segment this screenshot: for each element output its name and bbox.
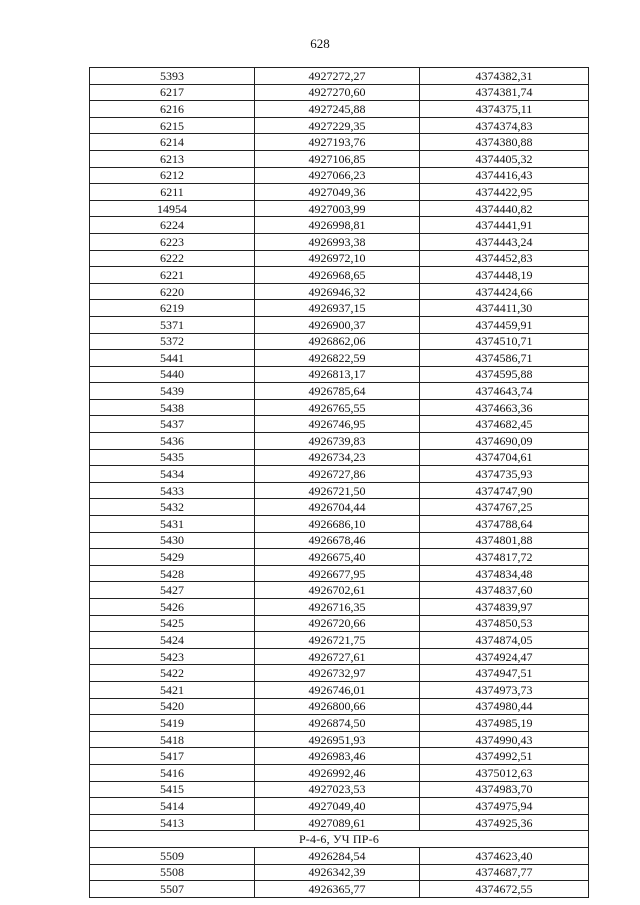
x-coordinate-cell: 4926874,50 xyxy=(255,715,420,732)
table-row xyxy=(90,565,589,582)
table-row xyxy=(90,233,589,250)
table-row xyxy=(90,267,589,284)
x-coordinate-cell: 4927066,23 xyxy=(255,167,420,184)
x-coordinate-cell: 4926675,40 xyxy=(255,549,420,566)
table-row xyxy=(90,68,589,85)
point-number-cell: 5439 xyxy=(90,383,255,400)
table-row xyxy=(90,217,589,234)
table-row xyxy=(90,881,589,898)
table-row xyxy=(90,814,589,831)
table-row xyxy=(90,134,589,151)
y-coordinate-cell: 4374440,82 xyxy=(420,200,589,217)
table-row xyxy=(90,715,589,732)
table-row xyxy=(90,582,589,599)
table-row xyxy=(90,648,589,665)
x-coordinate-cell: 4926972,10 xyxy=(255,250,420,267)
table-row xyxy=(90,499,589,516)
y-coordinate-cell: 4374767,25 xyxy=(420,499,589,516)
y-coordinate-cell: 4374441,91 xyxy=(420,217,589,234)
point-number-cell: 5509 xyxy=(90,847,255,864)
point-number-cell: 5414 xyxy=(90,798,255,815)
point-number-cell: 6222 xyxy=(90,250,255,267)
y-coordinate-cell: 4374924,47 xyxy=(420,648,589,665)
table-row xyxy=(90,665,589,682)
point-number-cell: 5435 xyxy=(90,449,255,466)
point-number-cell: 5371 xyxy=(90,316,255,333)
y-coordinate-cell: 4374448,19 xyxy=(420,267,589,284)
x-coordinate-cell: 4926721,75 xyxy=(255,632,420,649)
table-row xyxy=(90,449,589,466)
x-coordinate-cell: 4926716,35 xyxy=(255,599,420,616)
x-coordinate-cell: 4926365,77 xyxy=(255,881,420,898)
point-number-cell: 5422 xyxy=(90,665,255,682)
point-number-cell: 6213 xyxy=(90,150,255,167)
x-coordinate-cell: 4927245,88 xyxy=(255,101,420,118)
y-coordinate-cell: 4374374,83 xyxy=(420,117,589,134)
point-number-cell: 5417 xyxy=(90,748,255,765)
point-number-cell: 5507 xyxy=(90,881,255,898)
y-coordinate-cell: 4374817,72 xyxy=(420,549,589,566)
point-number-cell: 5440 xyxy=(90,366,255,383)
table-row xyxy=(90,798,589,815)
x-coordinate-cell: 4926813,17 xyxy=(255,366,420,383)
y-coordinate-cell: 4374837,60 xyxy=(420,582,589,599)
point-number-cell: 5415 xyxy=(90,781,255,798)
x-coordinate-cell: 4926727,86 xyxy=(255,466,420,483)
x-coordinate-cell: 4926702,61 xyxy=(255,582,420,599)
section-heading: Р-4-6, УЧ ПР-6 xyxy=(90,831,589,848)
table-row xyxy=(90,615,589,632)
point-number-cell: 6212 xyxy=(90,167,255,184)
table-row xyxy=(90,482,589,499)
point-number-cell: 5393 xyxy=(90,68,255,85)
x-coordinate-cell: 4926678,46 xyxy=(255,532,420,549)
y-coordinate-cell: 4374747,90 xyxy=(420,482,589,499)
coordinates-table xyxy=(89,67,589,898)
x-coordinate-cell: 4926686,10 xyxy=(255,516,420,533)
y-coordinate-cell: 4374687,77 xyxy=(420,864,589,881)
point-number-cell: 5418 xyxy=(90,731,255,748)
table-row xyxy=(90,250,589,267)
x-coordinate-cell: 4926900,37 xyxy=(255,316,420,333)
x-coordinate-cell: 4926342,39 xyxy=(255,864,420,881)
point-number-cell: 6219 xyxy=(90,300,255,317)
point-number-cell: 14954 xyxy=(90,200,255,217)
point-number-cell: 5421 xyxy=(90,681,255,698)
x-coordinate-cell: 4926785,64 xyxy=(255,383,420,400)
point-number-cell: 5420 xyxy=(90,698,255,715)
x-coordinate-cell: 4926734,23 xyxy=(255,449,420,466)
table-row xyxy=(90,731,589,748)
x-coordinate-cell: 4927003,99 xyxy=(255,200,420,217)
y-coordinate-cell: 4374985,19 xyxy=(420,715,589,732)
point-number-cell: 5441 xyxy=(90,350,255,367)
table-row xyxy=(90,101,589,118)
point-number-cell: 5425 xyxy=(90,615,255,632)
table-row xyxy=(90,333,589,350)
x-coordinate-cell: 4926862,06 xyxy=(255,333,420,350)
y-coordinate-cell: 4374643,74 xyxy=(420,383,589,400)
x-coordinate-cell: 4926720,66 xyxy=(255,615,420,632)
x-coordinate-cell: 4926284,54 xyxy=(255,847,420,864)
page-number: 628 xyxy=(310,36,330,51)
x-coordinate-cell: 4926746,95 xyxy=(255,416,420,433)
table-row xyxy=(90,399,589,416)
point-number-cell: 6215 xyxy=(90,117,255,134)
y-coordinate-cell: 4374382,31 xyxy=(420,68,589,85)
point-number-cell: 5508 xyxy=(90,864,255,881)
x-coordinate-cell: 4926992,46 xyxy=(255,764,420,781)
x-coordinate-cell: 4926800,66 xyxy=(255,698,420,715)
point-number-cell: 5433 xyxy=(90,482,255,499)
x-coordinate-cell: 4926746,01 xyxy=(255,681,420,698)
table-row xyxy=(90,200,589,217)
x-coordinate-cell: 4926993,38 xyxy=(255,233,420,250)
y-coordinate-cell: 4374992,51 xyxy=(420,748,589,765)
point-number-cell: 6224 xyxy=(90,217,255,234)
table-row xyxy=(90,184,589,201)
x-coordinate-cell: 4926998,81 xyxy=(255,217,420,234)
table-row xyxy=(90,117,589,134)
x-coordinate-cell: 4926822,59 xyxy=(255,350,420,367)
point-number-cell: 6217 xyxy=(90,84,255,101)
point-number-cell: 5437 xyxy=(90,416,255,433)
table-row xyxy=(90,764,589,781)
x-coordinate-cell: 4926968,65 xyxy=(255,267,420,284)
point-number-cell: 6221 xyxy=(90,267,255,284)
y-coordinate-cell: 4374405,32 xyxy=(420,150,589,167)
y-coordinate-cell: 4374623,40 xyxy=(420,847,589,864)
section-heading-row xyxy=(90,831,589,848)
x-coordinate-cell: 4926732,97 xyxy=(255,665,420,682)
x-coordinate-cell: 4926739,83 xyxy=(255,433,420,450)
y-coordinate-cell: 4374663,36 xyxy=(420,399,589,416)
y-coordinate-cell: 4374452,83 xyxy=(420,250,589,267)
table-row xyxy=(90,283,589,300)
table-row xyxy=(90,316,589,333)
x-coordinate-cell: 4926677,95 xyxy=(255,565,420,582)
point-number-cell: 5419 xyxy=(90,715,255,732)
table-row xyxy=(90,366,589,383)
x-coordinate-cell: 4927049,36 xyxy=(255,184,420,201)
point-number-cell: 5429 xyxy=(90,549,255,566)
y-coordinate-cell: 4374380,88 xyxy=(420,134,589,151)
point-number-cell: 5416 xyxy=(90,764,255,781)
y-coordinate-cell: 4374375,11 xyxy=(420,101,589,118)
y-coordinate-cell: 4374422,95 xyxy=(420,184,589,201)
point-number-cell: 6216 xyxy=(90,101,255,118)
table-row xyxy=(90,632,589,649)
y-coordinate-cell: 4374381,74 xyxy=(420,84,589,101)
y-coordinate-cell: 4374682,45 xyxy=(420,416,589,433)
point-number-cell: 6220 xyxy=(90,283,255,300)
point-number-cell: 6214 xyxy=(90,134,255,151)
x-coordinate-cell: 4927049,40 xyxy=(255,798,420,815)
point-number-cell: 5431 xyxy=(90,516,255,533)
x-coordinate-cell: 4926721,50 xyxy=(255,482,420,499)
y-coordinate-cell: 4374672,55 xyxy=(420,881,589,898)
x-coordinate-cell: 4927270,60 xyxy=(255,84,420,101)
point-number-cell: 6223 xyxy=(90,233,255,250)
y-coordinate-cell: 4374975,94 xyxy=(420,798,589,815)
table-row xyxy=(90,599,589,616)
x-coordinate-cell: 4927089,61 xyxy=(255,814,420,831)
y-coordinate-cell: 4374925,36 xyxy=(420,814,589,831)
table-row xyxy=(90,549,589,566)
x-coordinate-cell: 4927229,35 xyxy=(255,117,420,134)
y-coordinate-cell: 4374690,09 xyxy=(420,433,589,450)
table-row xyxy=(90,532,589,549)
point-number-cell: 6211 xyxy=(90,184,255,201)
y-coordinate-cell: 4374788,64 xyxy=(420,516,589,533)
point-number-cell: 5434 xyxy=(90,466,255,483)
y-coordinate-cell: 4374850,53 xyxy=(420,615,589,632)
y-coordinate-cell: 4374990,43 xyxy=(420,731,589,748)
y-coordinate-cell: 4374973,73 xyxy=(420,681,589,698)
point-number-cell: 5428 xyxy=(90,565,255,582)
x-coordinate-cell: 4927272,27 xyxy=(255,68,420,85)
y-coordinate-cell: 4374983,70 xyxy=(420,781,589,798)
y-coordinate-cell: 4375012,63 xyxy=(420,764,589,781)
x-coordinate-cell: 4926951,93 xyxy=(255,731,420,748)
y-coordinate-cell: 4374595,88 xyxy=(420,366,589,383)
x-coordinate-cell: 4927193,76 xyxy=(255,134,420,151)
y-coordinate-cell: 4374586,71 xyxy=(420,350,589,367)
coordinates-table-body xyxy=(90,68,589,898)
table-row xyxy=(90,433,589,450)
x-coordinate-cell: 4926937,15 xyxy=(255,300,420,317)
table-row xyxy=(90,167,589,184)
point-number-cell: 5426 xyxy=(90,599,255,616)
y-coordinate-cell: 4374874,05 xyxy=(420,632,589,649)
table-row xyxy=(90,516,589,533)
x-coordinate-cell: 4926946,32 xyxy=(255,283,420,300)
y-coordinate-cell: 4374411,30 xyxy=(420,300,589,317)
table-row xyxy=(90,300,589,317)
x-coordinate-cell: 4926704,44 xyxy=(255,499,420,516)
table-row xyxy=(90,698,589,715)
y-coordinate-cell: 4374443,24 xyxy=(420,233,589,250)
table-row xyxy=(90,864,589,881)
point-number-cell: 5413 xyxy=(90,814,255,831)
y-coordinate-cell: 4374416,43 xyxy=(420,167,589,184)
point-number-cell: 5372 xyxy=(90,333,255,350)
x-coordinate-cell: 4927106,85 xyxy=(255,150,420,167)
table-row xyxy=(90,350,589,367)
x-coordinate-cell: 4927023,53 xyxy=(255,781,420,798)
y-coordinate-cell: 4374839,97 xyxy=(420,599,589,616)
table-row xyxy=(90,748,589,765)
point-number-cell: 5438 xyxy=(90,399,255,416)
table-row xyxy=(90,781,589,798)
point-number-cell: 5432 xyxy=(90,499,255,516)
point-number-cell: 5436 xyxy=(90,433,255,450)
y-coordinate-cell: 4374510,71 xyxy=(420,333,589,350)
table-row xyxy=(90,847,589,864)
y-coordinate-cell: 4374947,51 xyxy=(420,665,589,682)
y-coordinate-cell: 4374834,48 xyxy=(420,565,589,582)
y-coordinate-cell: 4374459,91 xyxy=(420,316,589,333)
table-row xyxy=(90,383,589,400)
y-coordinate-cell: 4374704,61 xyxy=(420,449,589,466)
y-coordinate-cell: 4374735,93 xyxy=(420,466,589,483)
y-coordinate-cell: 4374980,44 xyxy=(420,698,589,715)
table-row xyxy=(90,84,589,101)
point-number-cell: 5427 xyxy=(90,582,255,599)
table-row xyxy=(90,150,589,167)
y-coordinate-cell: 4374801,88 xyxy=(420,532,589,549)
table-row xyxy=(90,416,589,433)
point-number-cell: 5423 xyxy=(90,648,255,665)
x-coordinate-cell: 4926983,46 xyxy=(255,748,420,765)
table-row xyxy=(90,681,589,698)
table-row xyxy=(90,466,589,483)
x-coordinate-cell: 4926765,55 xyxy=(255,399,420,416)
point-number-cell: 5424 xyxy=(90,632,255,649)
point-number-cell: 5430 xyxy=(90,532,255,549)
x-coordinate-cell: 4926727,61 xyxy=(255,648,420,665)
y-coordinate-cell: 4374424,66 xyxy=(420,283,589,300)
